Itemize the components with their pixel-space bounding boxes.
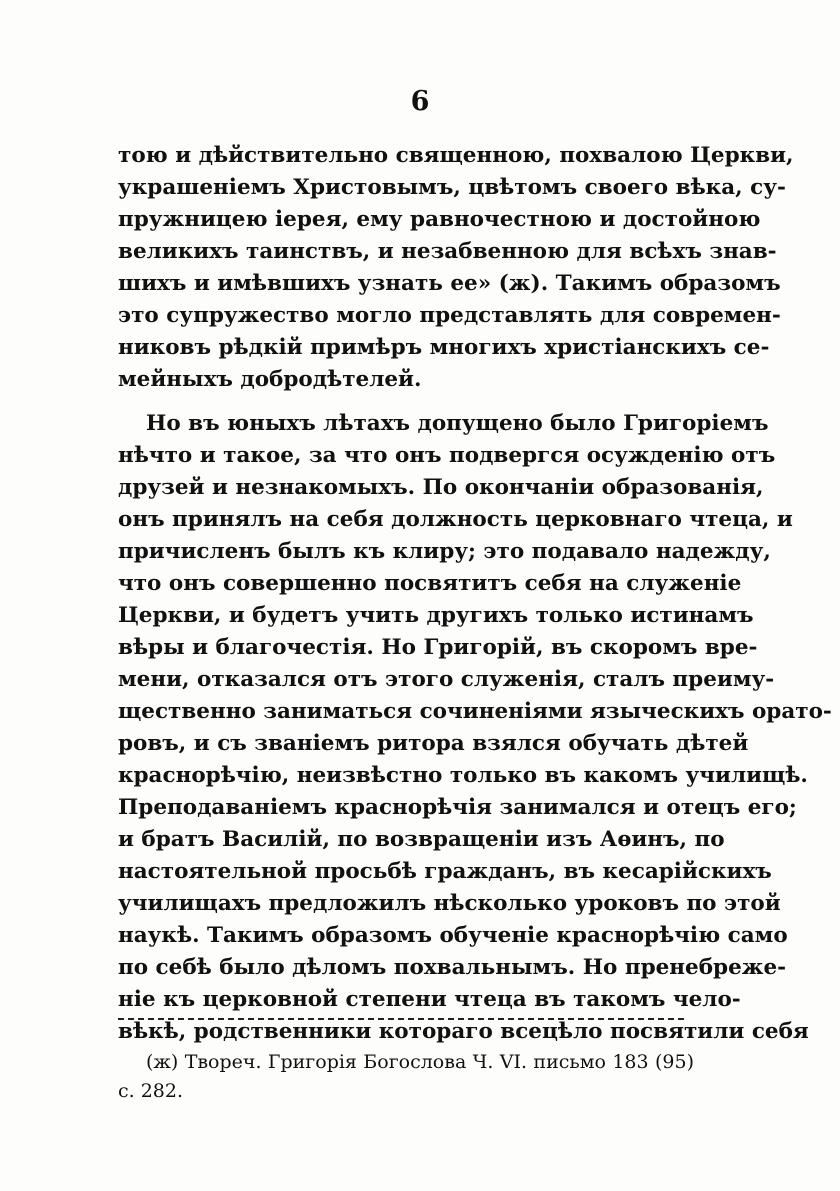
text-line: ровъ, и съ званіемъ ритора взялся обучать дѣтей (118, 731, 749, 756)
body-text (118, 140, 832, 1048)
text-line: онъ принялъ на себя должность церковнаго чтеца, и (118, 507, 793, 532)
text-line: Но въ юныхъ лѣтахъ допущено было Григоріемъ (146, 411, 769, 436)
text-line: мейныхъ добродѣтелей. (118, 367, 422, 392)
text-line: Церкви, и будетъ учить другихъ только истинамъ (118, 603, 754, 628)
text-line: и братъ Василій, по возвращеніи изъ Аѳинъ, по (118, 827, 725, 852)
text-line: Преподаваніемъ краснорѣчія занимался и отецъ его; (118, 795, 797, 820)
paragraph-2 (118, 408, 832, 1048)
text-line: краснорѣчію, неизвѣстно только въ какомъ училищѣ. (118, 763, 808, 788)
text-line: пружницею іерея, ему равночестною и достойною (118, 207, 761, 232)
footnote (118, 1048, 694, 1106)
text-line: училищахъ предложилъ нѣсколько уроковъ по этой (118, 891, 781, 916)
footnote-separator (118, 1018, 684, 1020)
text-line: нѣчто и такое, за что онъ подвергся осужденію отъ (118, 443, 776, 468)
paragraph-gap (118, 396, 692, 408)
footnote-line: (ж) Твореч. Григорія Богослова Ч. VI. письмо 183 (95) (146, 1051, 694, 1073)
text-line: это супружество могло представлять для современ- (118, 303, 781, 328)
text-line: никовъ рѣдкій примѣръ многихъ христіанскихъ се- (118, 335, 770, 360)
text-line: шихъ и имѣвшихъ узнать ее» (ж). Такимъ образомъ (118, 271, 781, 296)
text-line: вѣкѣ, родственники котораго всецѣло посвятили себя (118, 1019, 809, 1044)
text-line: ніе къ церковной степени чтеца въ такомъ чело- (118, 987, 741, 1012)
text-line: по себѣ было дѣломъ похвальнымъ. Но пренебреже- (118, 955, 787, 980)
footnote-line: с. 282. (118, 1080, 184, 1102)
paragraph-1 (118, 140, 794, 396)
text-line: что онъ совершенно посвятитъ себя на служеніе (118, 571, 742, 596)
text-line: друзей и незнакомыхъ. По окончаніи образованія, (118, 475, 764, 500)
text-line: украшеніемъ Христовымъ, цвѣтомъ своего вѣка, су- (118, 175, 786, 200)
text-line: настоятельной просьбѣ гражданъ, въ кесарійскихъ (118, 859, 772, 884)
text-line: щественно заниматься сочиненіями языческихъ орато- (118, 699, 832, 724)
text-line: мени, отказался отъ этого служенія, сталъ преиму- (118, 667, 775, 692)
text-line: великихъ таинствъ, и незабвенною для всѣхъ знав- (118, 239, 777, 264)
page-number: 6 (410, 86, 430, 117)
text-line: вѣры и благочестія. Но Григорій, въ скоромъ вре- (118, 635, 758, 660)
text-line: причисленъ былъ къ клиру; это подавало надежду, (118, 539, 771, 564)
text-line: тою и дѣйствительно священною, похвалою Церкви, (118, 143, 794, 168)
text-line: наукѣ. Такимъ образомъ обученіе краснорѣчію само (118, 923, 788, 948)
